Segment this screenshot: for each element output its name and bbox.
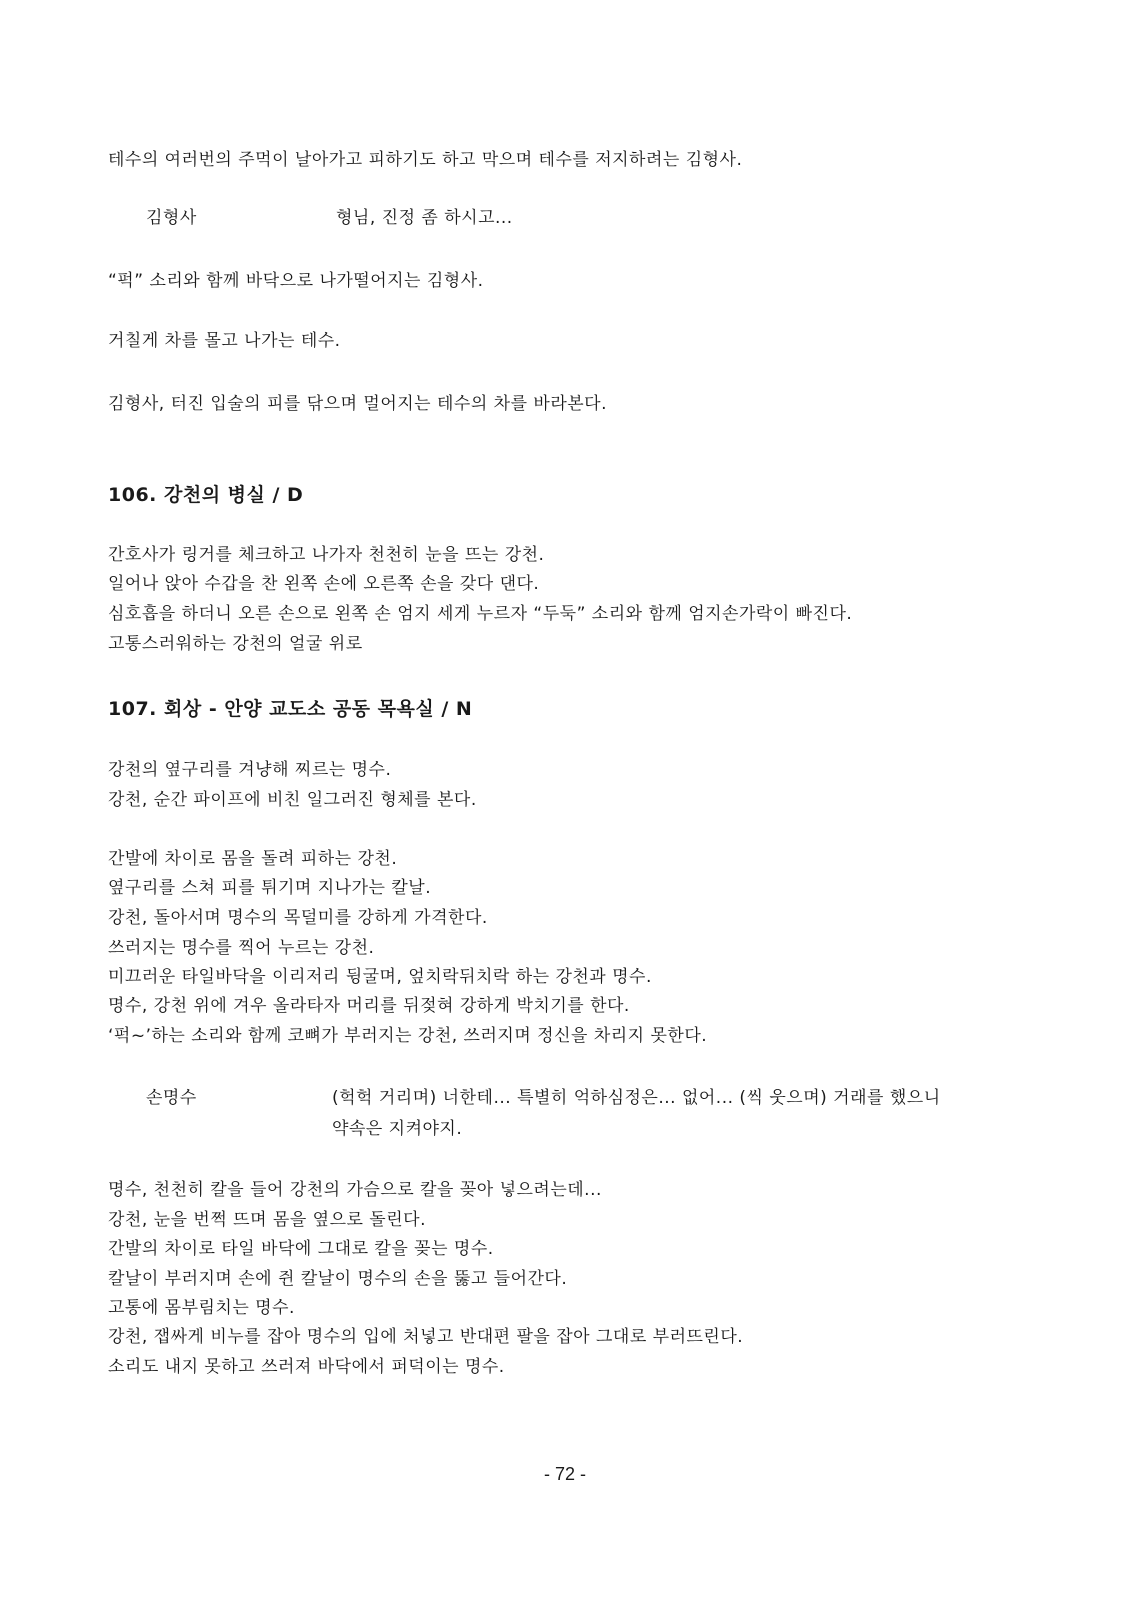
action-line: 간호사가 링거를 체크하고 나가자 천천히 눈을 뜨는 강천. [108, 545, 545, 565]
action-line: 명수, 강천 위에 겨우 올라타자 머리를 뒤젖혀 강하게 박치기를 한다. [108, 996, 630, 1016]
action-line: ‘퍽~’하는 소리와 함께 코뼈가 부러지는 강천, 쓰러지며 정신을 차리지 못한다. [108, 1026, 708, 1046]
page-number: - 72 - [543, 1464, 586, 1484]
dialogue-text: 형님, 진정 좀 하시고... [336, 208, 513, 228]
action-line: 김형사, 터진 입술의 피를 닦으며 멀어지는 테수의 차를 바라본다. [108, 394, 608, 414]
action-line: 칼날이 부러지며 손에 쥔 칼날이 명수의 손을 뚫고 들어간다. [108, 1269, 568, 1289]
action-line: 일어나 앉아 수갑을 찬 왼쪽 손에 오른쪽 손을 갖다 댄다. [108, 574, 540, 594]
action-line: 심호흡을 하더니 오른 손으로 왼쪽 손 엄지 세게 누르자 “두둑” 소리와 함께 엄지손가락이 빠진다. [108, 604, 853, 624]
action-line: “퍽” 소리와 함께 바닥으로 나가떨어지는 김형사. [108, 271, 484, 291]
action-line: 간발의 차이로 타일 바닥에 그대로 칼을 꽂는 명수. [108, 1239, 494, 1259]
action-line: 강천, 순간 파이프에 비친 일그러진 형체를 본다. [108, 790, 477, 810]
action-line: 강천, 잽싸게 비누를 잡아 명수의 입에 처넣고 반대편 팔을 잡아 그대로 부러뜨린다. [108, 1327, 744, 1347]
action-line: 옆구리를 스쳐 피를 튀기며 지나가는 칼날. [108, 878, 432, 898]
dialogue-speaker: 김형사 [146, 208, 197, 228]
action-line: 강천, 눈을 번쩍 뜨며 몸을 옆으로 돌린다. [108, 1210, 426, 1230]
action-line: 강천의 옆구리를 겨냥해 찌르는 명수. [108, 760, 392, 780]
scene-heading: 107. 회상 - 안양 교도소 공동 목욕실 / N [108, 698, 473, 720]
action-line: 소리도 내지 못하고 쓰러져 바닥에서 퍼덕이는 명수. [108, 1357, 505, 1377]
dialogue-text: (헉헉 거리며) 너한테... 특별히 억하심정은... 없어... (씩 웃으며) 거래를 했으니 [332, 1088, 941, 1108]
action-line: 테수의 여러번의 주먹이 날아가고 피하기도 하고 막으며 테수를 저지하려는 김형사. [108, 150, 743, 170]
dialogue-text: 약속은 지켜야지. [332, 1119, 463, 1139]
action-line: 쓰러지는 명수를 찍어 누르는 강천. [108, 938, 375, 958]
action-line: 강천, 돌아서며 명수의 목덜미를 강하게 가격한다. [108, 908, 488, 928]
action-line: 간발에 차이로 몸을 돌려 피하는 강천. [108, 849, 398, 869]
action-line: 미끄러운 타일바닥을 이리저리 뒹굴며, 엎치락뒤치락 하는 강천과 명수. [108, 967, 652, 987]
action-line: 명수, 천천히 칼을 들어 강천의 가슴으로 칼을 꽂아 넣으려는데... [108, 1180, 602, 1200]
scene-heading: 106. 강천의 병실 / D [108, 484, 304, 506]
action-line: 고통스러워하는 강천의 얼굴 위로 [108, 634, 363, 654]
action-line: 거칠게 차를 몰고 나가는 테수. [108, 331, 341, 351]
dialogue-speaker: 손명수 [146, 1088, 197, 1108]
action-line: 고통에 몸부림치는 명수. [108, 1298, 295, 1318]
